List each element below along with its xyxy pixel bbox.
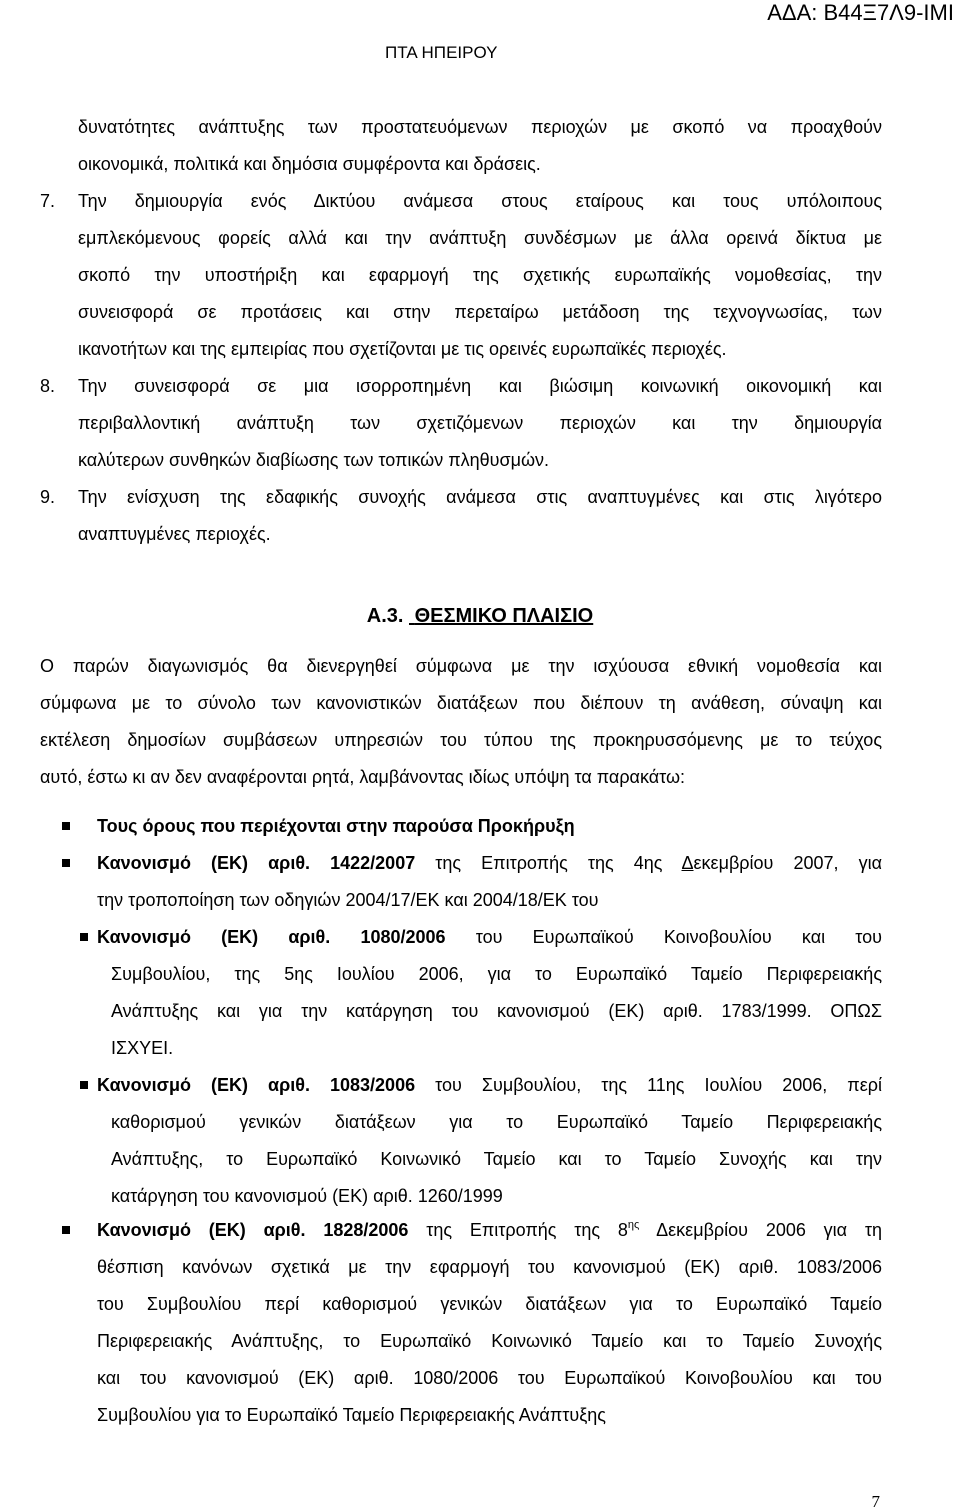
bullet-5-line-3: του Συμβουλίου περί καθορισμού γενικών διατάξεων για το Ευρωπαϊκό Ταμείο [97,1294,882,1314]
bullet-2-line-2: την τροποποίηση των οδηγιών 2004/17/ΕΚ και 2004/18/ΕΚ του [97,890,599,910]
bullet-4-line-2: καθορισμού γενικών διατάξεων για το Ευρωπαϊκό Ταμείο Περιφερειακής [111,1112,882,1132]
framework-line-3: εκτέλεση δημοσίων συμβάσεων υπηρεσιών του τύπου της προκηρυσσόμενης με το τεύχος [40,730,882,750]
item-7-line-1: Την δημιουργία ενός Δικτύου ανάμεσα στους εταίρους και τους υπόλοιπους [78,191,882,211]
ada-code: ΑΔΑ: Β44Ξ7Λ9-ΙΜΙ [767,0,954,25]
bullet-square-icon [62,1226,70,1234]
bullet-4-line-4: κατάργηση του κανονισμού (ΕΚ) αριθ. 1260/1999 [111,1186,503,1206]
item-7-line-2: εμπλεκόμενους φορείς αλλά και την ανάπτυξη συνδέσμων με άλλα ορεινά δίκτυα με [78,228,882,248]
item-8-line-2: περιβαλλοντική ανάπτυξη των σχετιζόμενων περιοχών και την δημιουργία [78,413,882,433]
bullet-5-line-4: Περιφερειακής Ανάπτυξης, το Ευρωπαϊκό Κοινωνικό Ταμείο και το Ταμείο Συνοχής [97,1331,882,1351]
intro-line-2: οικονομικά, πολιτικά και δημόσια συμφέροντα και δράσεις. [78,154,541,174]
section-heading [0,604,960,628]
bullet-5-line-5: και του κανονισμού (ΕΚ) αριθ. 1080/2006 του Ευρωπαϊκού Κοινοβουλίου και του [97,1368,882,1388]
intro-line-1: δυνατότητες ανάπτυξης των προστατευόμενων περιοχών με σκοπό να προαχθούν [78,117,882,137]
item-8-number: 8. [40,376,56,396]
bullet-3-line-1: Κανονισμό (ΕΚ) αριθ. 1080/2006 του Ευρωπαϊκού Κοινοβουλίου και του [97,927,882,947]
section-prefix: Α.3. [366,605,404,627]
bullet-3-line-4: ΙΣΧΥΕΙ. [111,1038,174,1058]
bullet-5-line-1: Κανονισμό (ΕΚ) αριθ. 1828/2006 της Επιτροπής της $8^{\eta\varsigma}$ Δεκεμβρίου 2006 για τη [97,1219,882,1240]
item-7-line-3: σκοπό την υποστήριξη και εφαρμογή της σχετικής ευρωπαϊκής νομοθεσίας, την [78,265,882,285]
framework-line-4: αυτό, έστω κι αν δεν αναφέρονται ρητά, λαμβάνοντας ιδίως υπόψη τα παρακάτω: [40,767,686,787]
bullet-5-line-6: Συμβουλίου για το Ευρωπαϊκό Ταμείο Περιφερειακής Ανάπτυξης [97,1405,606,1425]
bullet-square-icon [62,859,70,867]
bullet-1-text: Τους όρους που περιέχονται στην παρούσα Προκήρυξη [97,816,575,836]
bullet-4-line-3: Ανάπτυξης, το Ευρωπαϊκό Κοινωνικό Ταμείο και το Ταμείο Συνοχής και την [111,1149,882,1169]
bullet-3-line-2: Συμβουλίου, της 5ης Ιουλίου 2006, για το Ευρωπαϊκό Ταμείο Περιφερειακής [111,964,882,984]
framework-line-1: Ο παρών διαγωνισμός θα διενεργηθεί σύμφωνα με την ισχύουσα εθνική νομοθεσία και [40,656,882,676]
bullet-square-icon [80,1081,88,1089]
item-7-line-5: ικανοτήτων και της εμπειρίας που σχετίζονται με τις ορεινές ευρωπαϊκές περιοχές. [78,339,727,359]
section-title: ΘΕΣΜΙΚΟ ΠΛΑΙΣΙΟ [414,605,594,627]
item-8-line-3: καλύτερων συνθηκών διαβίωσης των τοπικών πληθυσμών. [78,450,550,470]
bullet-4-line-1: Κανονισμό (ΕΚ) αριθ. 1083/2006 του Συμβουλίου, της 11ης Ιουλίου 2006, περί [97,1075,882,1095]
item-9-line-1: Την ενίσχυση της εδαφικής συνοχής ανάμεσα στις αναπτυγμένες και στις λιγότερο [78,487,882,507]
item-8-line-1: Την συνεισφορά σε μια ισορροπημένη και βιώσιμη κοινωνική οικονομική και [78,376,882,396]
bullet-square-icon [80,933,88,941]
organization-header: ΠΤΑ ΗΠΕΙΡΟΥ [385,43,498,62]
bullet-3-line-3: Ανάπτυξης και για την κατάργηση του κανονισμού (ΕΚ) αριθ. 1783/1999. ΟΠΩΣ [111,1001,882,1021]
bullet-2-line-1: Κανονισμό (ΕΚ) αριθ. 1422/2007 της Επιτροπής της 4ης Δεκεμβρίου 2007, για [97,853,882,873]
page-number: 7 [871,1492,880,1511]
framework-line-2: σύμφωνα με το σύνολο των κανονιστικών διατάξεων που διέπουν τη ανάθεση, σύναψη και [40,693,882,713]
bullet-5-line-2: θέσπιση κανόνων σχετικά με την εφαρμογή του κανονισμού (ΕΚ) αριθ. 1083/2006 [97,1257,882,1277]
item-7-number: 7. [40,191,56,211]
item-7-line-4: συνεισφορά σε προτάσεις και στην περεταίρω μετάδοση της τεχνογνωσίας, των [78,302,882,322]
item-9-line-2: αναπτυγμένες περιοχές. [78,524,271,544]
bullet-square-icon [62,822,70,830]
item-9-number: 9. [40,487,56,507]
